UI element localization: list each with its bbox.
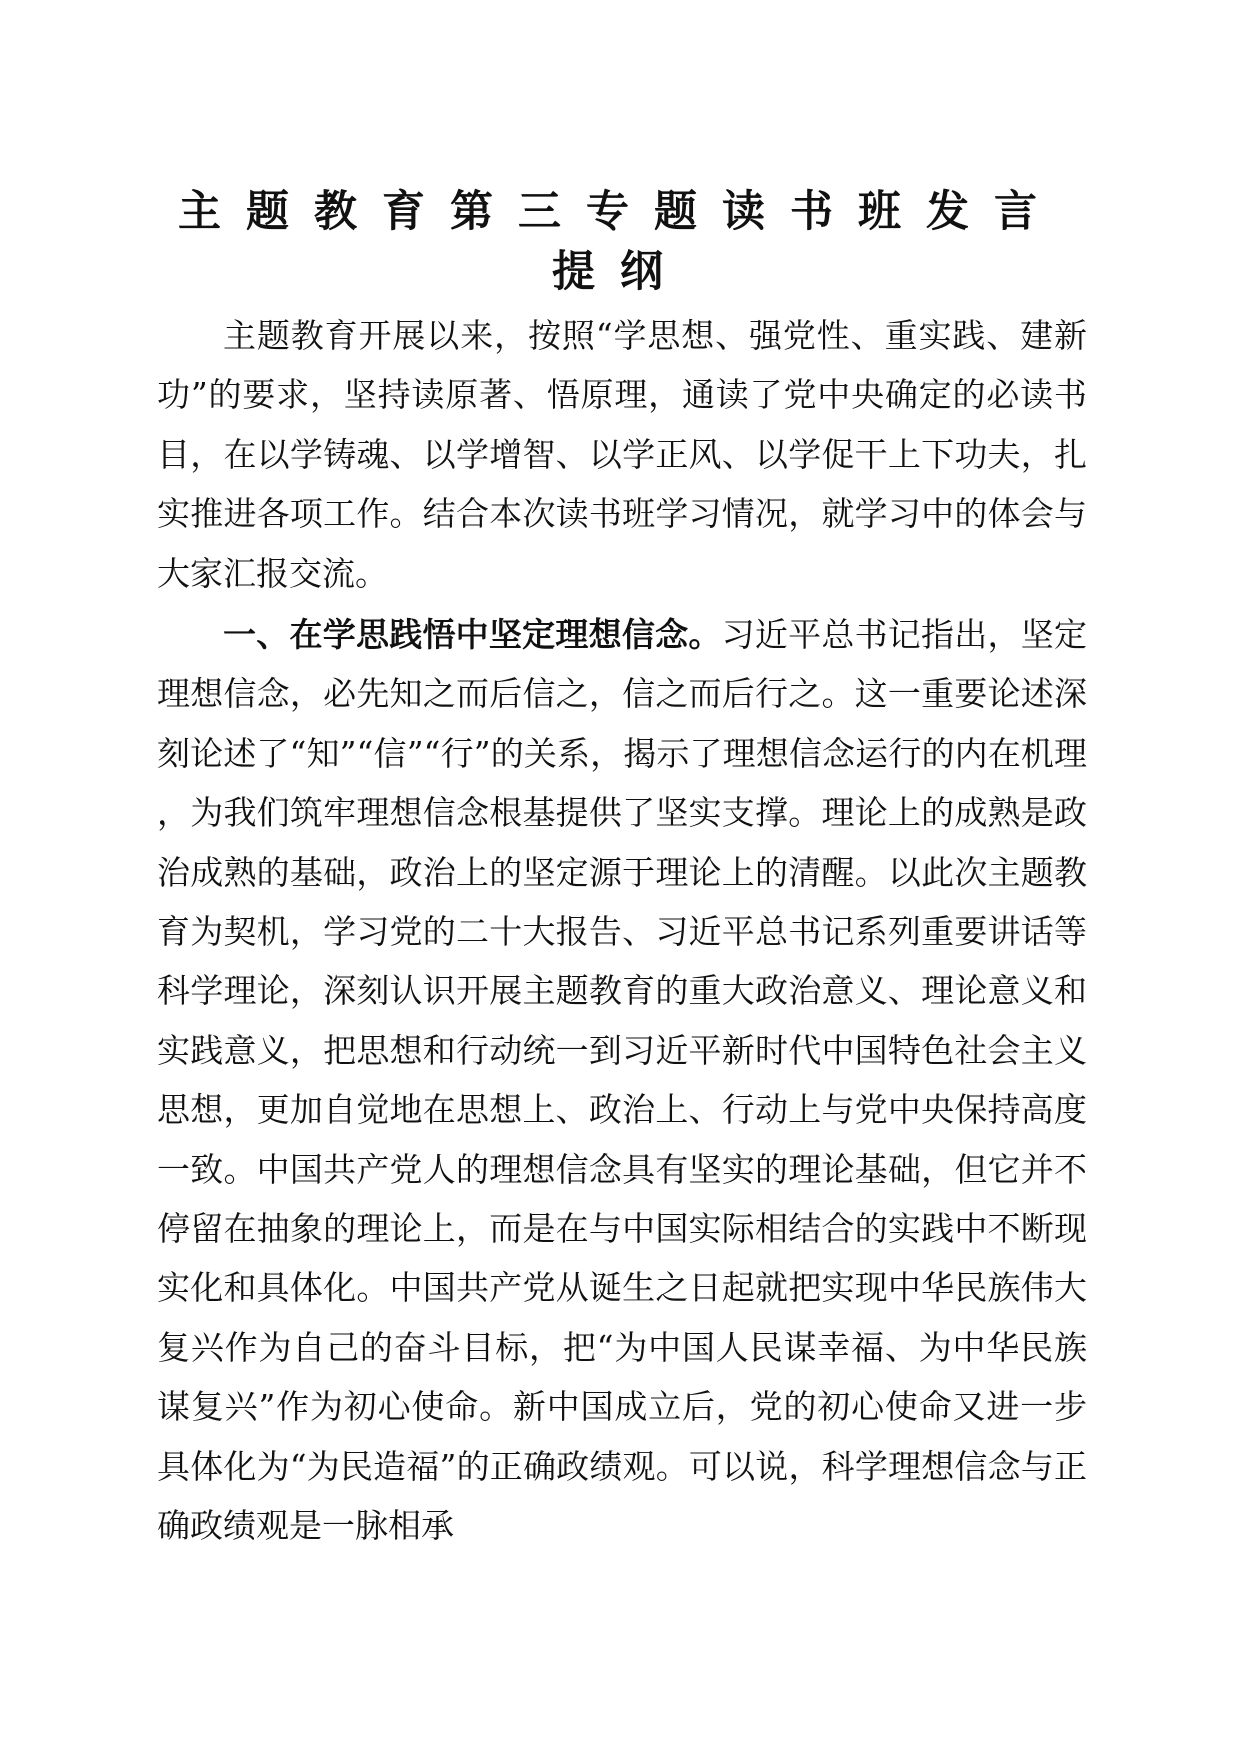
section-1-paragraph: [157, 605, 1087, 1556]
section-1-heading: 一、在学思践悟中坚定理想信念。: [223, 615, 722, 654]
section-1-body: 习近平总书记指出，坚定理想信念，必先知之而后信之，信之而后行之。这一重要论述深刻论述了“知”“信”“行”的关系，揭示了理想信念运行的内在机理，为我们筑牢理想信念根基提供了坚实支撑。理论上的成熟是政治成熟的基础，政治上的坚定源于理论上的清醒。以此次主题教育为契机，学习党的二十大报告、习近平总书记系列重要讲话等科学理论，深刻认识开展主题教育的重大政治意义、理论意义和实践意义，把思想和行动统一到习近平新时代中国特色社会主义思想，更加自觉地在思想上、政治上、行动上与党中央保持高度一致。中国共产党人的理想信念具有坚实的理论基础，但它并不停留在抽象的理论上，而是在与中国实际相结合的实践中不断现实化和具体化。中国共产党从诞生之日起就把实现中华民族伟大复兴作为自己的奋斗目标，把“为中国人民谋幸福、为中华民族谋复兴”作为初心使命。新中国成立后，党的初心使命又进一步具体化为“为民造福”的正确政绩观。可以说，科学理想信念与正确政绩观是一脉相承: [157, 615, 1088, 1546]
document-title-line-1: 主题教育第三专题读书班发言: [178, 187, 1062, 237]
document-title-line-2: 提纲: [552, 247, 688, 297]
intro-paragraph: 主题教育开展以来，按照“学思想、强党性、重实践、建新功”的要求，坚持读原著、悟原理，通读了党中央确定的必读书目，在以学铸魂、以学增智、以学正风、以学促干上下功夫，扎实推进各项工作。结合本次读书班学习情况，就学习中的体会与大家汇报交流。: [157, 316, 1087, 593]
section-1-block: [157, 605, 1087, 1556]
intro-paragraph-block: [157, 306, 1087, 603]
